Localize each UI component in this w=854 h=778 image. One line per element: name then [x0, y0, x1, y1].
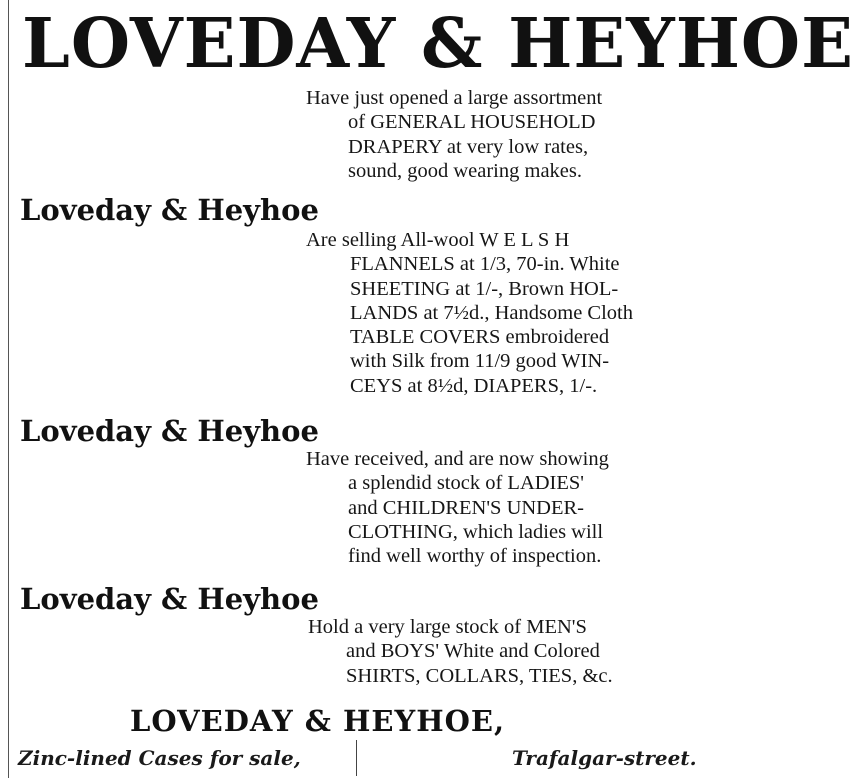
body-line: Have just opened a large assortment [306, 87, 603, 109]
body-line: and CHILDREN'S UNDER- [348, 496, 585, 519]
body-line: and BOYS' White and Colored [346, 640, 600, 663]
body-line: Hold a very large stock of MEN'S [308, 616, 587, 638]
body-line: SHIRTS, COLLARS, TIES, &c. [346, 664, 613, 687]
body-line: FLANNELS at 1/3, 70-in. White [350, 253, 620, 276]
section-4-heading: Loveday & Heyhoe [20, 582, 319, 616]
body-line: CLOTHING, which ladies will [348, 520, 604, 543]
body-line: sound, good wearing makes. [348, 159, 582, 182]
footer-left-notice: Zinc-lined Cases for sale, [18, 746, 301, 770]
body-line: Have received, and are now showing [306, 448, 609, 470]
body-line: with Silk from 11/9 good WIN- [350, 350, 610, 373]
section-4-body [300, 615, 720, 688]
footer-divider [356, 740, 357, 776]
body-line: of GENERAL HOUSEHOLD [348, 111, 596, 134]
section-2-body [300, 228, 720, 398]
body-line: TABLE COVERS embroidered [350, 326, 610, 349]
body-line: LANDS at 7½d., Handsome Cloth [350, 301, 633, 324]
body-line: a splendid stock of LADIES' [348, 472, 584, 495]
column-rule [8, 0, 9, 778]
section-3-heading: Loveday & Heyhoe [20, 414, 319, 448]
footer-title: LOVEDAY & HEYHOE, [130, 704, 506, 738]
body-line: DRAPERY at very low rates, [348, 135, 589, 158]
body-line: SHEETING at 1/-, Brown HOL- [350, 277, 619, 300]
section-2-heading: Loveday & Heyhoe [20, 193, 319, 227]
body-line: find well worthy of inspection. [348, 545, 602, 568]
footer-address: Trafalgar-street. [512, 746, 697, 770]
advertisement-title: LOVEDAY & HEYHOE [22, 4, 854, 84]
section-3-body [300, 447, 720, 568]
section-1-body [300, 86, 720, 183]
body-line: Are selling All-wool W E L S H [306, 229, 570, 251]
body-line: CEYS at 8½d, DIAPERS, 1/-. [350, 374, 598, 397]
